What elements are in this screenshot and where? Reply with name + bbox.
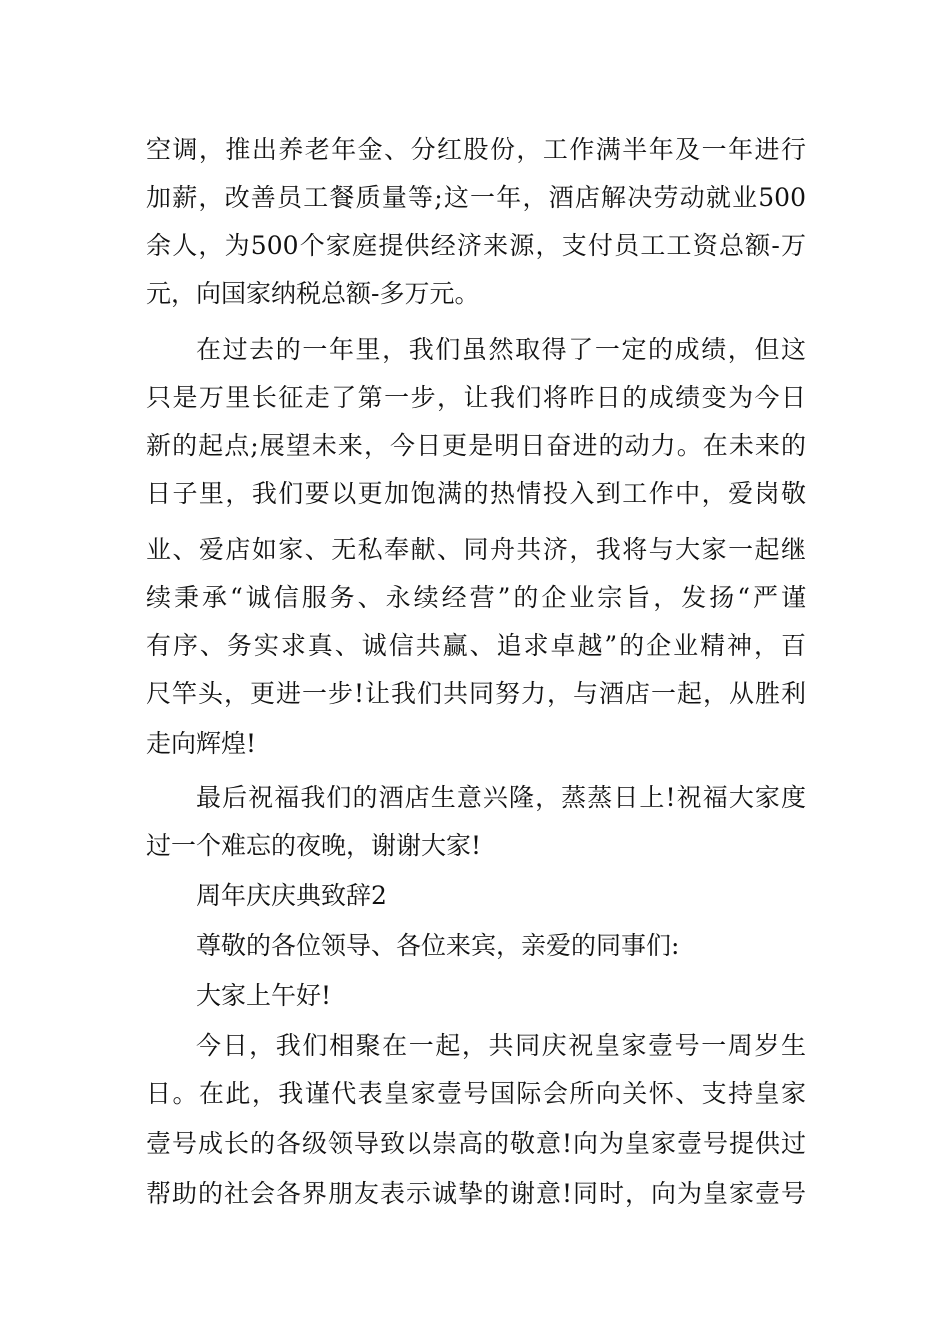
text-line: 有序、务实求真、诚信共赢、追求卓越”的企业精神，百: [146, 631, 806, 660]
text-line: 业、爱店如家、无私奉献、同舟共济，我将与大家一起继: [146, 535, 806, 564]
text-line: 过一个难忘的夜晚，谢谢大家!: [146, 831, 482, 860]
paragraph-first-line: 在过去的一年里，我们虽然取得了一定的成绩，但这: [196, 335, 806, 364]
salutation: 尊敬的各位领导、各位来宾，亲爱的同事们:: [196, 931, 680, 960]
paragraph-first-line: 最后祝福我们的酒店生意兴隆，蒸蒸日上!祝福大家度: [196, 783, 806, 812]
greeting: 大家上午好!: [196, 981, 332, 1010]
paragraph-first-line: 今日，我们相聚在一起，共同庆祝皇家壹号一周岁生: [196, 1031, 806, 1060]
text-line: 续秉承“诚信服务、永续经营”的企业宗旨，发扬“严谨: [146, 583, 806, 612]
text-line: 壹号成长的各级领导致以崇高的敬意!向为皇家壹号提供过: [146, 1129, 806, 1158]
text-line: 帮助的社会各界朋友表示诚挚的谢意!同时，向为皇家壹号: [146, 1179, 806, 1208]
text-line: 加薪，改善员工餐质量等;这一年，酒店解决劳动就业500: [146, 183, 806, 212]
text-line: 尺竿头，更进一步!让我们共同努力，与酒店一起，从胜利: [146, 679, 806, 708]
text-line: 只是万里长征走了第一步，让我们将昨日的成绩变为今日: [146, 383, 806, 412]
text-line: 走向辉煌!: [146, 729, 257, 758]
text-line: 空调，推出养老年金、分红股份，工作满半年及一年进行: [146, 135, 806, 164]
text-line: 日。在此，我谨代表皇家壹号国际会所向关怀、支持皇家: [146, 1079, 806, 1108]
text-line: 日子里，我们要以更加饱满的热情投入到工作中，爱岗敬: [146, 479, 806, 508]
section-heading: 周年庆庆典致辞2: [196, 881, 387, 910]
text-line: 元，向国家纳税总额-多万元。: [146, 279, 480, 308]
text-line: 新的起点;展望未来，今日更是明日奋进的动力。在未来的: [146, 431, 806, 460]
text-line: 余人，为500个家庭提供经济来源，支付员工工资总额-万: [146, 231, 806, 260]
